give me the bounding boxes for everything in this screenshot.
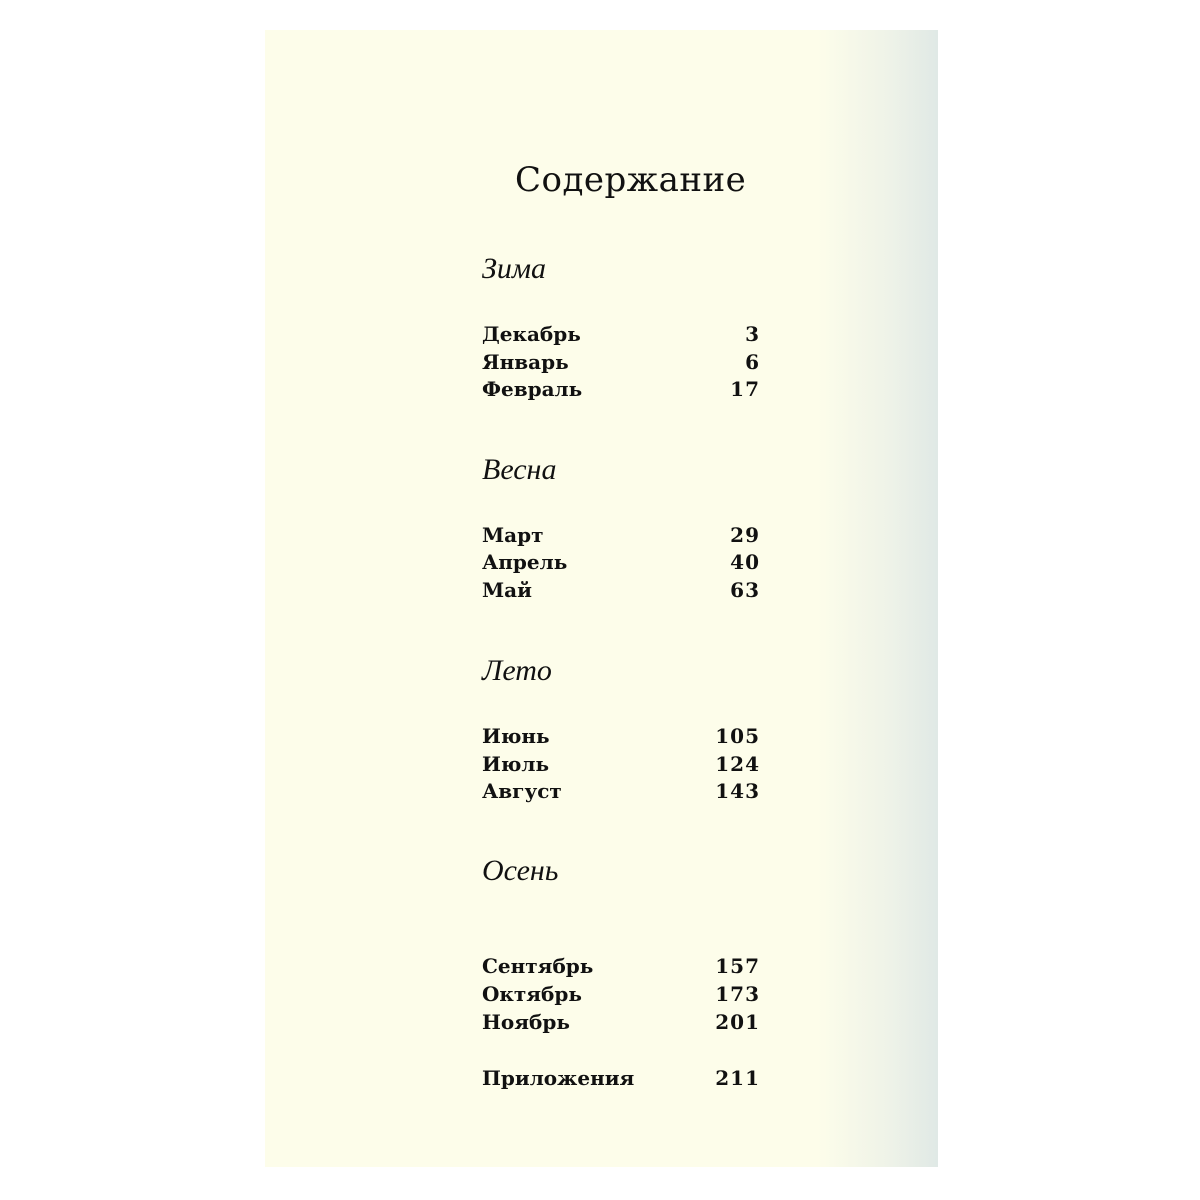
toc-entry[interactable] (482, 377, 760, 405)
toc-entry-appendix[interactable] (482, 1066, 760, 1094)
section-heading-winter: Зима (482, 252, 546, 285)
toc-entry[interactable] (482, 523, 760, 551)
toc-entry-page: 6 (745, 350, 760, 374)
book-page (265, 30, 938, 1167)
section-heading-summer: Лето (482, 654, 552, 687)
toc-entry[interactable] (482, 752, 760, 780)
toc-entry-page: 211 (715, 1066, 760, 1090)
toc-entry[interactable] (482, 982, 760, 1010)
toc-entry-label: Сентябрь (482, 954, 594, 978)
toc-entry-label: Май (482, 578, 532, 602)
toc-entry-page: 3 (745, 322, 760, 346)
toc-entry-label: Декабрь (482, 322, 581, 346)
toc-entry-page: 29 (730, 523, 760, 547)
toc-entry[interactable] (482, 322, 760, 350)
page-title: Содержание (515, 160, 747, 200)
toc-entry[interactable] (482, 578, 760, 606)
page-shadow (818, 30, 938, 1167)
toc-entry-label: Январь (482, 350, 569, 374)
toc-entry-label: Июль (482, 752, 550, 776)
toc-entry-page: 63 (730, 578, 760, 602)
toc-entry-label: Апрель (482, 550, 568, 574)
toc-entry-page: 124 (715, 752, 760, 776)
toc-entry[interactable] (482, 724, 760, 752)
toc-entry-label: Август (482, 779, 562, 803)
toc-entry-page: 17 (730, 377, 760, 401)
toc-entry-page: 201 (715, 1010, 760, 1034)
toc-entry-page: 40 (730, 550, 760, 574)
toc-entry[interactable] (482, 954, 760, 982)
toc-entry[interactable] (482, 350, 760, 378)
toc-entry[interactable] (482, 1010, 760, 1038)
toc-entry-label: Март (482, 523, 544, 547)
toc-entry-label: Февраль (482, 377, 583, 401)
section-heading-autumn: Осень (482, 854, 559, 887)
toc-entry[interactable] (482, 779, 760, 807)
toc-entry[interactable] (482, 550, 760, 578)
toc-entry-label: Приложения (482, 1066, 635, 1090)
toc-entry-page: 143 (715, 779, 760, 803)
toc-entry-label: Ноябрь (482, 1010, 570, 1034)
toc-entry-page: 157 (715, 954, 760, 978)
section-heading-spring: Весна (482, 453, 557, 486)
toc-entry-page: 173 (715, 982, 760, 1006)
toc-entry-page: 105 (715, 724, 760, 748)
toc-entry-label: Июнь (482, 724, 550, 748)
toc-entry-label: Октябрь (482, 982, 582, 1006)
